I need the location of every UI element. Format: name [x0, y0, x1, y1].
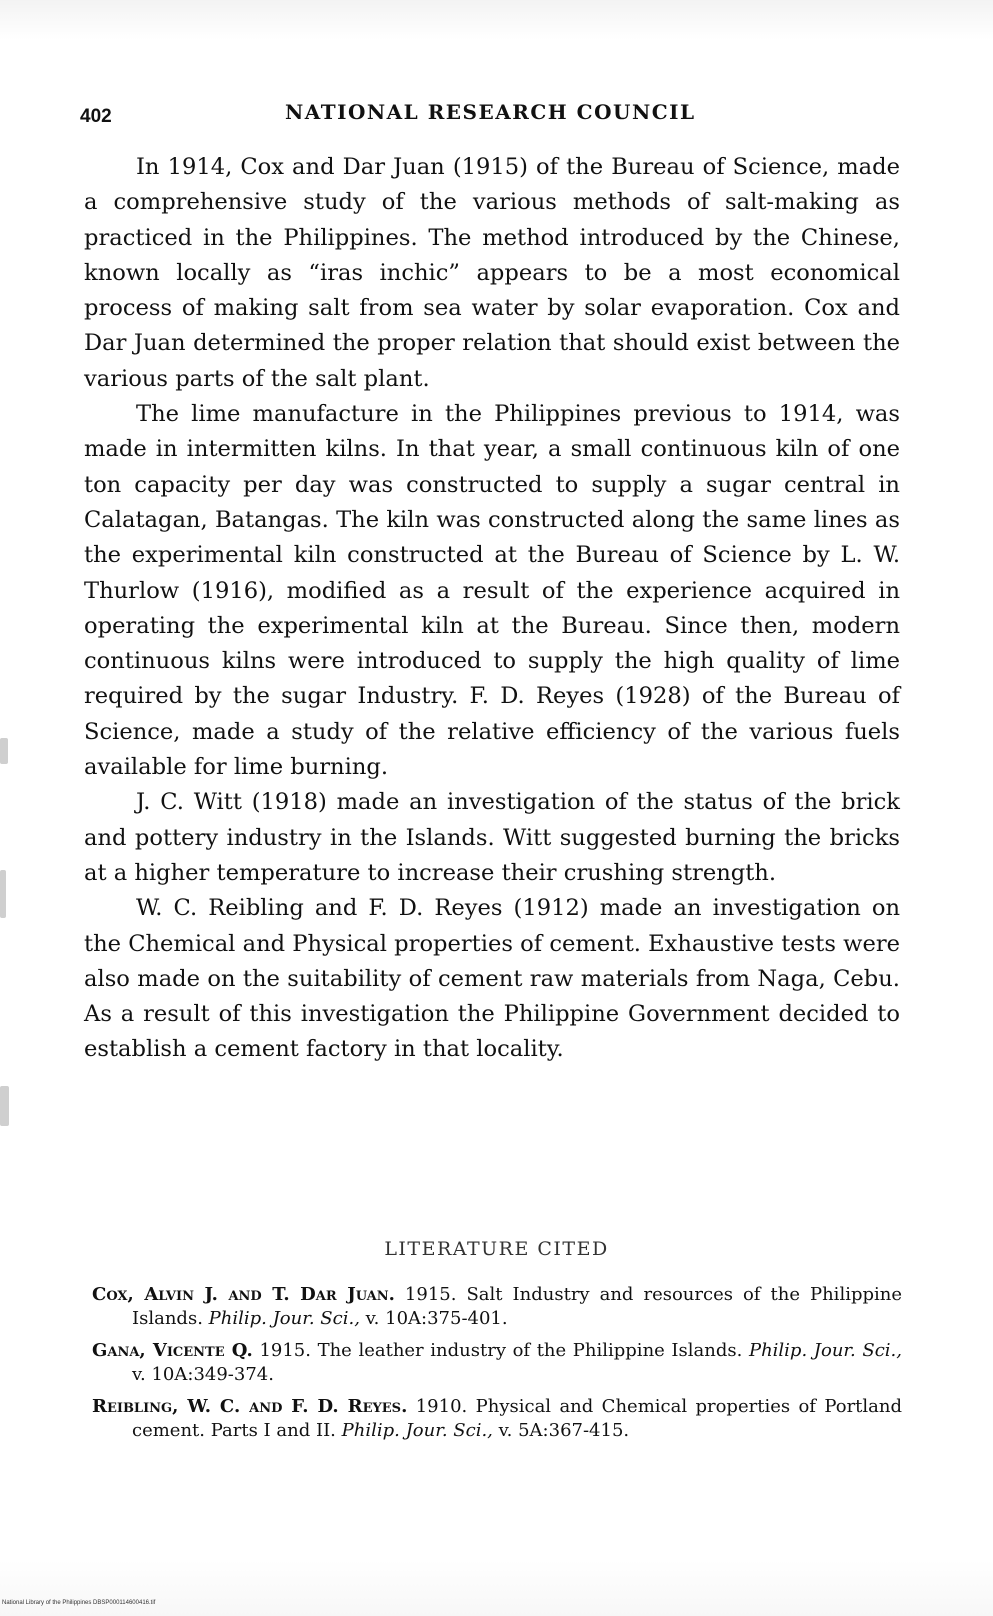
scan-margin-mark — [0, 1086, 9, 1126]
reference-authors: Cox, Alvin J. and T. Dar Juan. — [92, 1284, 395, 1305]
reference-journal: Philip. Jour. Sci., — [341, 1420, 493, 1441]
reference-text: 1910. Physical and Chemical properties of Portland cement. Parts I and II. — [132, 1396, 903, 1441]
reference-volume: v. 5A:367-415. — [492, 1420, 630, 1441]
running-head: NATIONAL RESEARCH COUNCIL — [285, 100, 696, 124]
paragraph: W. C. Reibling and F. D. Reyes (1912) made an investigation on the Chemical and Physical properties of cement. Exhaustive tests were also made on the suitability of cement raw materials from Naga, Cebu. As a result of this investigation the Philippine Government decided to establish a cement factory in that locality. — [84, 895, 900, 1063]
reference-text: 1915. The leather industry of the Philippine Islands. — [252, 1340, 749, 1361]
scan-margin-mark — [0, 738, 8, 764]
reference-journal: Philip. Jour. Sci., — [748, 1340, 902, 1361]
paragraph: J. C. Witt (1918) made an investigation of the status of the brick and pottery industry in the Islands. Witt suggested burning the bricks at a higher temperature to increase their crushing strength. — [84, 789, 900, 886]
reference-item — [92, 1395, 902, 1443]
body-text — [84, 150, 900, 1068]
reference-volume: v. 10A:349-374. — [132, 1364, 274, 1385]
reference-journal: Philip. Jour. Sci., — [208, 1308, 360, 1329]
reference-text: 1915. Salt Industry and resources of the Philippine Islands. — [132, 1284, 903, 1329]
page-number: 402 — [80, 106, 112, 127]
literature-cited-heading: LITERATURE CITED — [384, 1238, 609, 1260]
paragraph: The lime manufacture in the Philippines previous to 1914, was made in intermitten kilns. In that year, a small continuous kiln of one ton capacity per day was constructed to supply a sugar central in Calatagan, Batangas. The kiln was constructed along the same lines as the experimental kiln constructed at the Bureau of Science by L. W. Thurlow (1916), modified as a result of the experience acquired in operating the experimental kiln at the Bureau. Since then, modern continuous kilns were introduced to supply the high quality of lime required by the sugar Industry. F. D. Reyes (1928) of the Bureau of Science, made a study of the relative efficiency of the various fuels available for lime burning. — [84, 401, 900, 781]
reference-authors: Reibling, W. C. and F. D. Reyes. — [92, 1396, 408, 1417]
scan-margin-mark — [0, 870, 6, 918]
reference-volume: v. 10A:375-401. — [359, 1308, 508, 1329]
reference-authors: Gana, Vicente Q. — [92, 1340, 253, 1361]
page-header — [80, 100, 920, 132]
reference-item — [92, 1339, 902, 1387]
paragraph: In 1914, Cox and Dar Juan (1915) of the Bureau of Science, made a comprehensive study of the various methods of salt-making as practiced in the Philippines. The method introduced by the Chinese, known locally as “iras inchic” appears to be a most economical process of making salt from sea water by solar evaporation. Cox and Dar Juan determined the proper relation that should exist between the various parts of the salt plant. — [84, 154, 900, 392]
reference-item — [92, 1283, 902, 1331]
reference-list — [92, 1283, 902, 1451]
scan-footer: National Library of the Philippines DBSP000114600416.tif — [2, 1600, 156, 1606]
